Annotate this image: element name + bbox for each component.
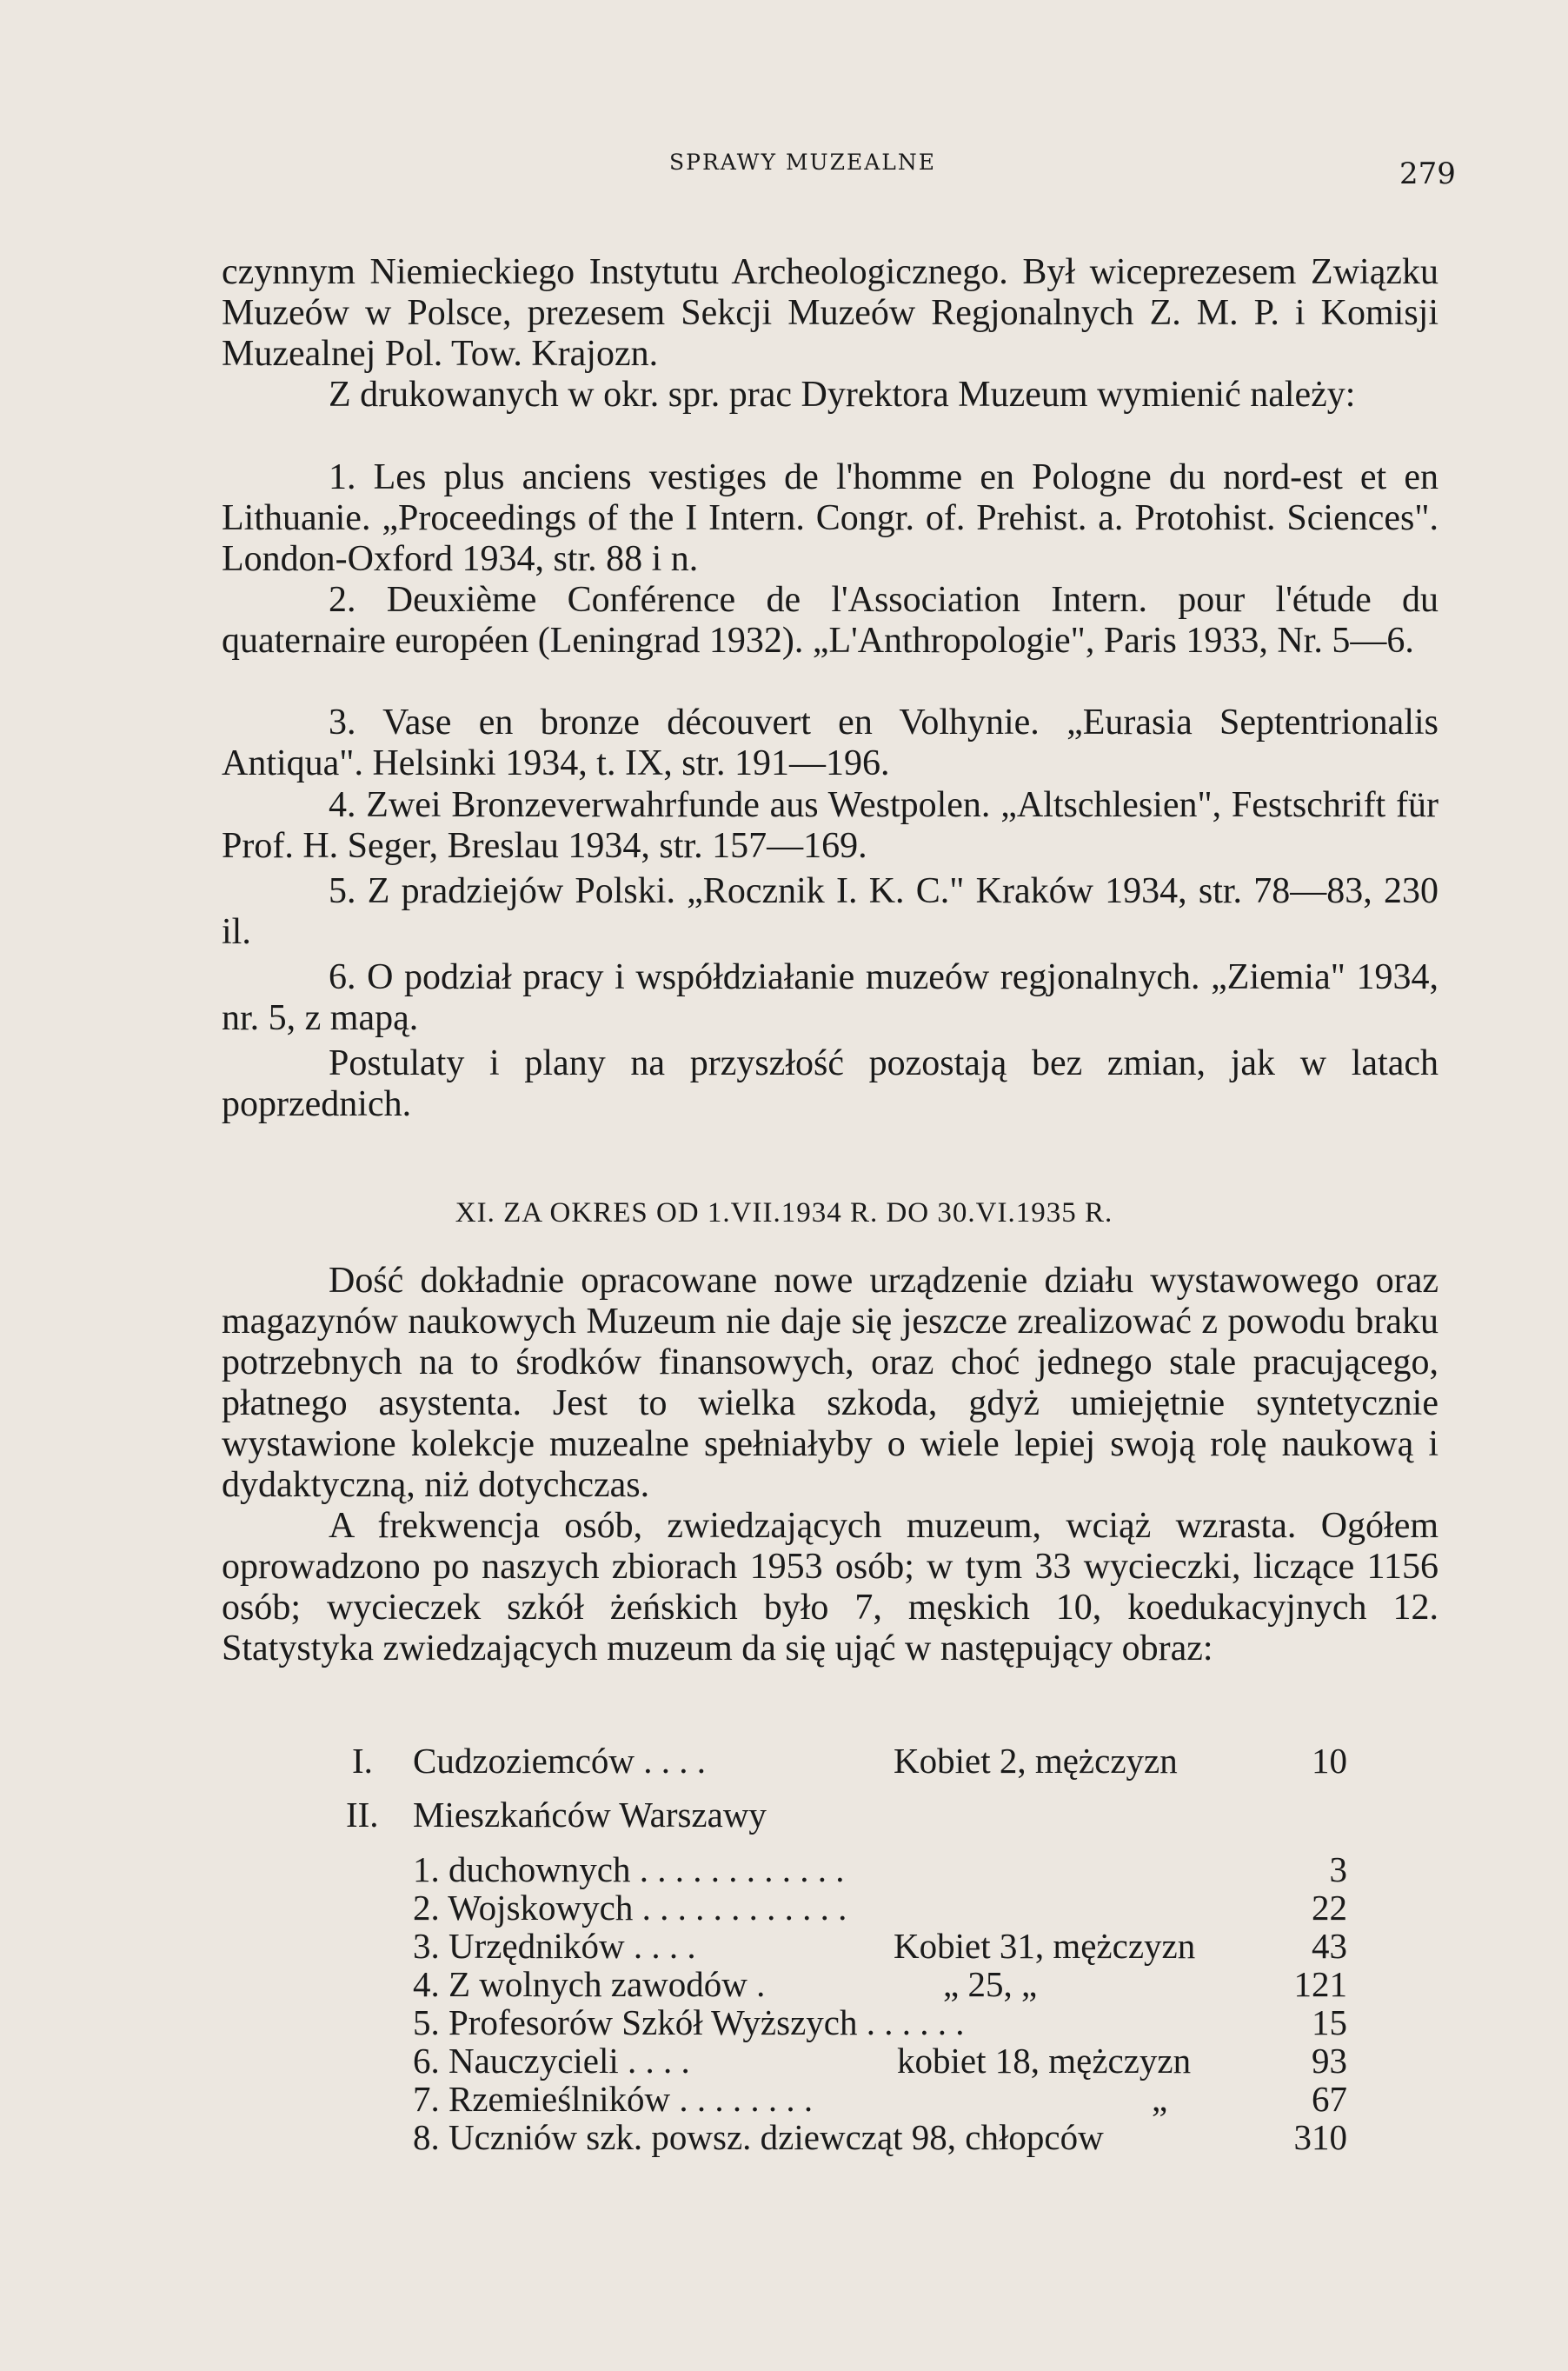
publication-1: 1. Les plus anciens vestiges de l'homme en Pologne du nord-est et en Lithuanie. „Proceedings of the I Intern. Congr. of. Prehist. a. Protohist. Sciences". London-Oxford 1934, str. 88 i n. bbox=[222, 457, 1438, 579]
intro-block bbox=[222, 252, 1438, 416]
publication-3: 3. Vase en bronze découvert en Volhynie. „Eurasia Septentrionalis Antiqua". Helsinki 1934, t. IX, str. 191—196. bbox=[222, 703, 1438, 783]
intro-paragraph: czynnym Niemieckiego Instytutu Archeologicznego. Był wiceprezesem Związku Muzeów w Polsce, prezesem Sekcji Muzeów Regjonalnych Z. M. P. i Komisji Muzealnej Pol. Tow. Krajozn. bbox=[222, 252, 1438, 374]
stat-row: 6. Nauczycieli . . . . kobiet 18, mężczyzn 93 bbox=[413, 2041, 1347, 2081]
stat-row: 2. Wojskowych . . . . . . . . . . . . 22 bbox=[413, 1888, 1347, 1928]
postulates-paragraph: Postulaty i plany na przyszłość pozostają bez zmian, jak w latach poprzednich. bbox=[222, 1043, 1438, 1124]
publication-2: 2. Deuxième Conférence de l'Association Intern. pour l'étude du quaternaire européen (Leningrad 1932). „L'Anthropologie", Paris 1933, Nr. 5—6. bbox=[222, 580, 1438, 661]
publication-5: 5. Z pradziejów Polski. „Rocznik I. K. C." Kraków 1934, str. 78—83, 230 il. bbox=[222, 871, 1438, 952]
page-number: 279 bbox=[1399, 157, 1456, 191]
publication-6: 6. O podział pracy i współdziałanie muzeów regjonalnych. „Ziemia" 1934, nr. 5, z mapą. bbox=[222, 957, 1438, 1038]
stat-group-residents: II. Mieszkańców Warszawy bbox=[346, 1795, 767, 1835]
section-title: XI. ZA OKRES OD 1.VII.1934 R. DO 30.VI.1935 R. bbox=[455, 1197, 1113, 1229]
section-paragraph-2: A frekwencja osób, zwiedzających muzeum, wciąż wzrasta. Ogółem oprowadzono po naszych zbiorach 1953 osób; w tym 33 wycieczki, liczące 1156 osób; wycieczek szkół żeńskich było 7, męskich 10, koedukacyjnych 12. Statystyka zwiedzających muzeum da się ująć w następujący obraz: bbox=[222, 1506, 1438, 1668]
stat-row: 7. Rzemieślników . . . . . . . . „ 67 bbox=[413, 2079, 1347, 2119]
stat-row: 5. Profesorów Szkół Wyższych . . . . . . 15 bbox=[413, 2002, 1347, 2042]
stat-row: 1. duchownych . . . . . . . . . . . . 3 bbox=[413, 1849, 1347, 1889]
section-paragraph-1: Dość dokładnie opracowane nowe urządzenie działu wystawowego oraz magazynów naukowych Muzeum nie daje się jeszcze zrealizować z powodu braku potrzebnych na to środków finansowych, oraz choć jednego stale pracującego, płatnego asystenta. Jest to wielka szkoda, gdyż umiejętnie syntetycznie wystawione kolekcje muzealne spełniałyby o wiele lepiej swoją rolę naukową i dydaktyczną, niż dotychczas. bbox=[222, 1261, 1438, 1505]
publications-lead: Z drukowanych w okr. spr. prac Dyrektora Muzeum wymienić należy: bbox=[329, 375, 1356, 415]
publication-4: 4. Zwei Bronzeverwahrfunde aus Westpolen. „Altschlesien", Festschrift für Prof. H. Seger, Breslau 1934, str. 157—169. bbox=[222, 785, 1438, 866]
stat-row: 8. Uczniów szk. powsz. dziewcząt 98, chłopców 310 bbox=[413, 2117, 1347, 2157]
stat-group-foreigners: I. Cudzoziemców . . . . Kobiet 2, mężczyzn 10 bbox=[352, 1741, 1347, 1781]
stat-row: 3. Urzędników . . . . Kobiet 31, mężczyzn 43 bbox=[413, 1926, 1347, 1966]
stat-row: 4. Z wolnych zawodów . „ 25, „ 121 bbox=[413, 1964, 1347, 2004]
section-body bbox=[222, 1261, 1438, 1669]
running-head: SPRAWY MUZEALNE bbox=[669, 150, 937, 175]
